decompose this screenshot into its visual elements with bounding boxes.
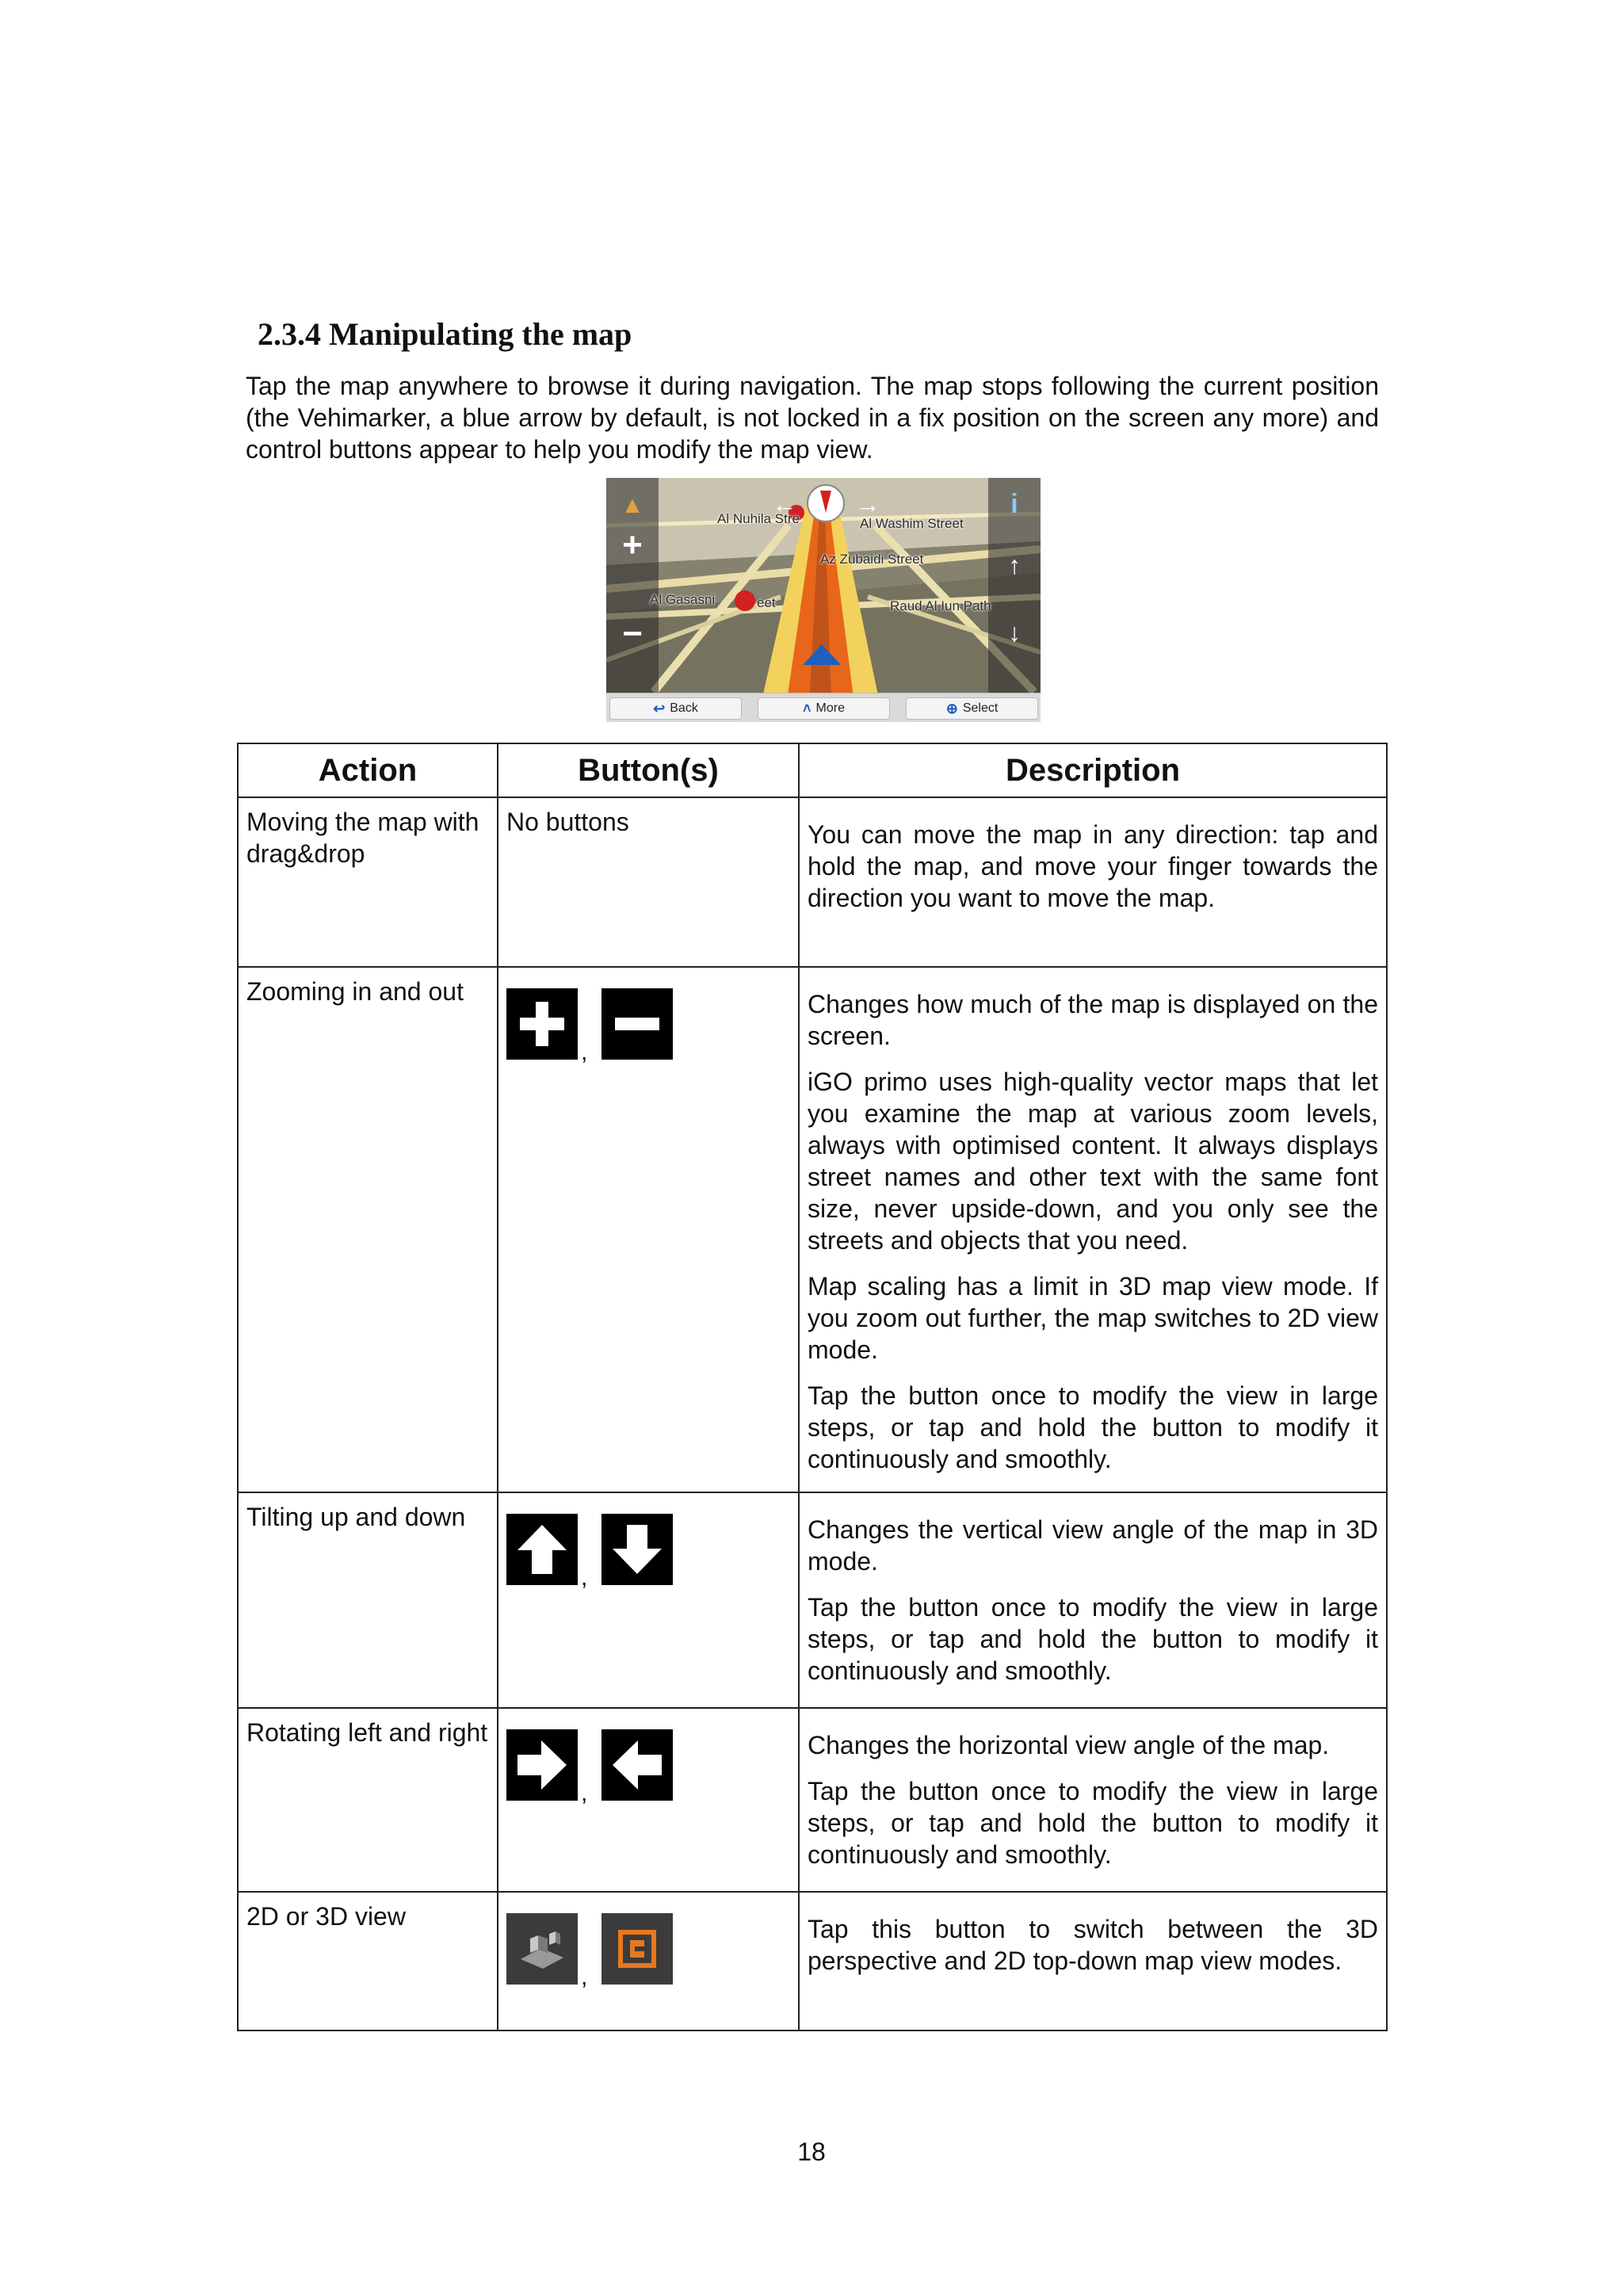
description-text: Tap the button once to modify the view in large steps, or tap and hold the button to modify it continuously and smoothly. bbox=[808, 1593, 1378, 1685]
3d-view-icon bbox=[506, 1913, 578, 1985]
action-cell: Tilting up and down bbox=[238, 1492, 498, 1708]
separator: , bbox=[581, 1780, 588, 1806]
street-label: Al Gasasni bbox=[650, 592, 716, 607]
description-cell bbox=[799, 967, 1387, 1492]
action-cell: Moving the map with drag&drop bbox=[238, 797, 498, 967]
section-title: 2.3.4 Manipulating the map bbox=[258, 316, 632, 352]
table-row bbox=[238, 1892, 1387, 2030]
description-cell bbox=[799, 1492, 1387, 1708]
buttons-cell bbox=[498, 1492, 799, 1708]
more-button[interactable] bbox=[758, 697, 890, 720]
buttons-cell bbox=[498, 967, 799, 1492]
street-label: Az Zubaidi Street bbox=[820, 552, 924, 567]
table-header-row bbox=[238, 743, 1387, 797]
target-icon: ⊕ bbox=[945, 700, 958, 716]
zoom-out-icon[interactable]: − bbox=[622, 614, 643, 653]
map-screenshot bbox=[606, 478, 1041, 722]
2d-view-icon bbox=[601, 1913, 673, 1985]
2d-3d-toggle-icon[interactable]: ▲ bbox=[621, 492, 644, 518]
rotate-right-icon[interactable]: → bbox=[855, 490, 880, 518]
buttons-cell bbox=[498, 1892, 799, 2030]
back-button[interactable] bbox=[609, 697, 742, 720]
back-arrow-icon: ↩ bbox=[653, 700, 666, 716]
rotate-left-icon bbox=[601, 1729, 673, 1801]
description-text: Tap the button once to modify the view in large steps, or tap and hold the button to modify it continuously and smoothly. bbox=[808, 1381, 1378, 1473]
header-description: Description bbox=[799, 743, 1387, 797]
chevron-up-icon: ˄ bbox=[803, 700, 812, 716]
tilt-down-icon bbox=[601, 1514, 673, 1585]
compass-icon[interactable] bbox=[807, 484, 845, 522]
description-text: Tap the button once to modify the view in large steps, or tap and hold the button to modify it continuously and smoothly. bbox=[808, 1777, 1378, 1869]
action-cell: 2D or 3D view bbox=[238, 1892, 498, 2030]
table-row bbox=[238, 1708, 1387, 1892]
description-text: Changes how much of the map is displayed on the screen. bbox=[808, 990, 1378, 1050]
more-label: More bbox=[815, 701, 845, 715]
action-cell: Rotating left and right bbox=[238, 1708, 498, 1892]
description-text: Map scaling has a limit in 3D map view mode. If you zoom out further, the map switches to 2D view mode. bbox=[808, 1272, 1378, 1364]
description-text: Changes the vertical view angle of the map in 3D mode. bbox=[808, 1515, 1378, 1576]
header-buttons: Button(s) bbox=[498, 743, 799, 797]
table-row bbox=[238, 967, 1387, 1492]
table-row bbox=[238, 797, 1387, 967]
tilt-up-icon bbox=[506, 1514, 578, 1585]
zoom-in-icon[interactable]: + bbox=[622, 525, 643, 564]
street-label: Raud Al Iun Path bbox=[890, 598, 991, 613]
map-bottom-bar bbox=[606, 693, 1041, 722]
zoom-out-icon bbox=[601, 988, 673, 1060]
description-cell bbox=[799, 1708, 1387, 1892]
rotate-right-icon bbox=[506, 1729, 578, 1801]
buttons-cell: No buttons bbox=[498, 797, 799, 967]
street-label: Al Washim Street bbox=[860, 516, 964, 531]
info-icon[interactable]: i bbox=[1010, 489, 1018, 519]
description-text: You can move the map in any direction: tap and hold the map, and move your finger towards the direction you want to move the map. bbox=[808, 820, 1378, 912]
select-label: Select bbox=[962, 701, 999, 715]
street-label: eet bbox=[757, 595, 776, 610]
description-text: iGO primo uses high-quality vector maps that let you examine the map at various zoom levels, always with optimised content. It always displays street names and other text with the same font size, never upside-down, and you only see the streets and objects that you need. bbox=[808, 1068, 1378, 1255]
description-text: Changes the horizontal view angle of the map. bbox=[808, 1731, 1330, 1759]
buttons-cell bbox=[498, 1708, 799, 1892]
street-label: Al Nuhila Stre bbox=[717, 511, 800, 526]
intro-paragraph: Tap the map anywhere to browse it during navigation. The map stops following the current position (the Vehimarker, a blue arrow by default, is not locked in a fix position on the screen any more) and control buttons appear to help you modify the map view. bbox=[246, 372, 1379, 464]
back-label: Back bbox=[670, 701, 698, 715]
separator: , bbox=[581, 1564, 588, 1591]
description-cell bbox=[799, 1892, 1387, 2030]
actions-table bbox=[237, 743, 1388, 2031]
tilt-up-icon[interactable]: ↑ bbox=[1008, 551, 1021, 579]
table-row bbox=[238, 1492, 1387, 1708]
page-number: 18 bbox=[797, 2137, 826, 2166]
description-text: Tap this button to switch between the 3D perspective and 2D top-down map view modes. bbox=[808, 1915, 1378, 1975]
select-button[interactable] bbox=[906, 697, 1038, 720]
tilt-down-icon[interactable]: ↓ bbox=[1008, 618, 1021, 647]
action-cell: Zooming in and out bbox=[238, 967, 498, 1492]
zoom-in-icon bbox=[506, 988, 578, 1060]
header-action: Action bbox=[238, 743, 498, 797]
separator: , bbox=[581, 1039, 588, 1065]
description-cell bbox=[799, 797, 1387, 967]
rotate-left-icon[interactable]: ← bbox=[772, 490, 797, 518]
separator: , bbox=[581, 1964, 588, 1990]
